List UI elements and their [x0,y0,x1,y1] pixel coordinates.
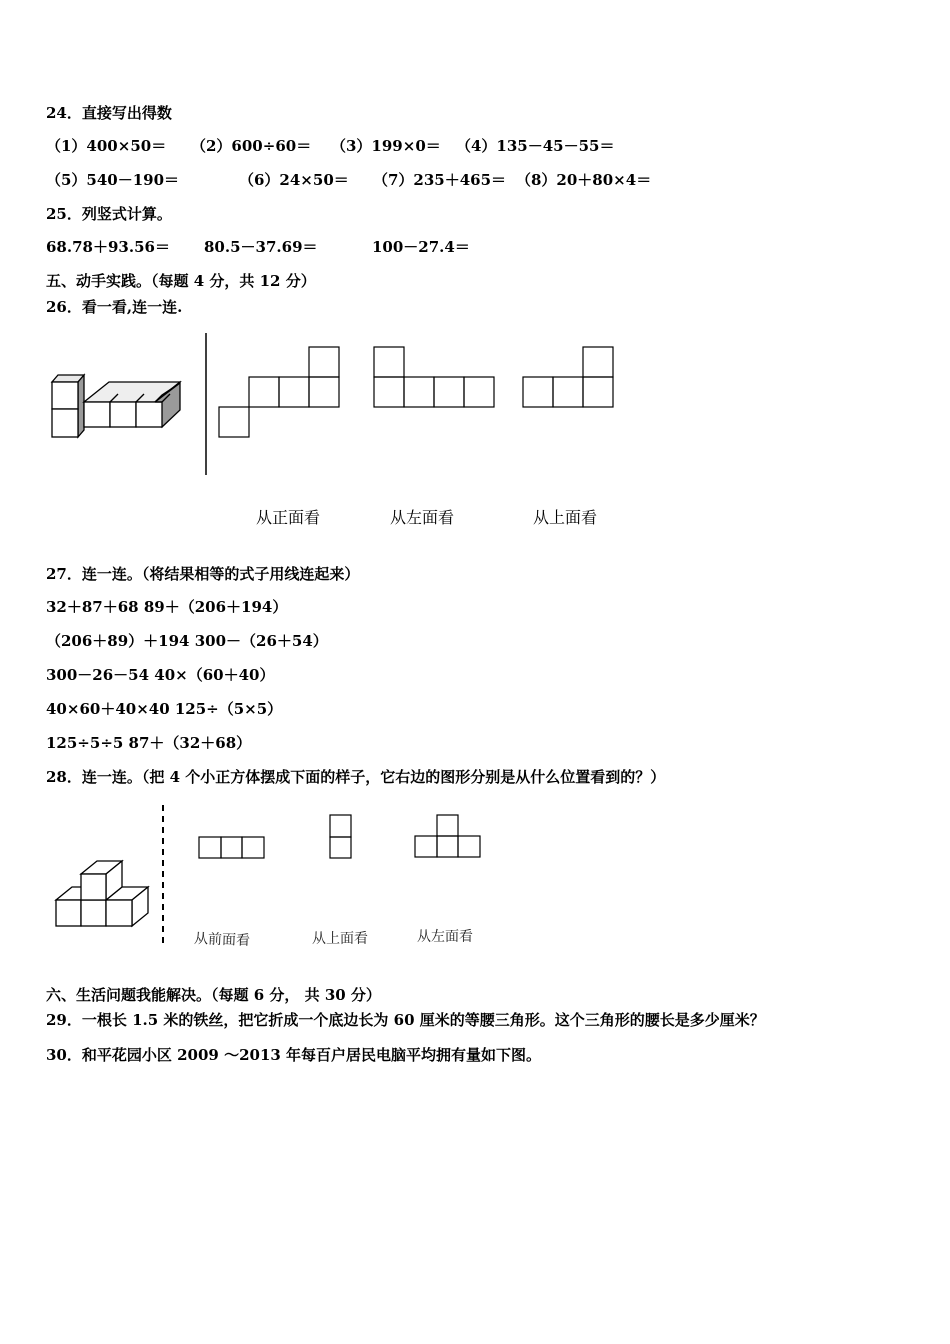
section-6-heading: 六、生活问题我能解决。（每题 6 分， 共 30 分） [46,986,381,1004]
section-5-heading: 五、动手实践。（每题 4 分，共 12 分） [46,272,316,290]
q25-item-3: 100－27.4＝ [372,238,470,256]
q24-item-1: （1）400×50＝ [46,137,167,155]
q24-item-2: （2）600÷60＝ [191,137,312,155]
q27-line-5: 125÷5÷5 87＋（32＋68） [46,734,252,752]
q24-title: 24．直接写出得数 [46,104,172,122]
q26-label-front: 从正面看 [256,508,321,527]
q27-line-4: 40×60＋40×40 125÷（5×5） [46,700,283,718]
q27-line-3: 300－26－54 40×（60＋40） [46,666,275,684]
q26-label-left: 从左面看 [390,508,455,527]
q28-label-front: 从前面看 [193,931,251,949]
q24-item-5: （5）540－190＝ [46,171,180,189]
q25-item-1: 68.78＋93.56＝ [46,238,170,256]
q29-text: 29．一根长 1.5 米的铁丝，把它折成一个底边长为 60 厘米的等腰三角形。这个三角形的腰长是多少厘米？ [46,1011,765,1029]
q24-item-4: （4）135－45－55＝ [456,137,615,155]
q24-item-3: （3）199×0＝ [331,137,441,155]
q24-item-7: （7）235＋465＝ [373,171,507,189]
q28-label-left: 从左面看 [417,929,473,945]
q24-item-6: （6）24×50＝ [239,171,349,189]
q25-title: 25．列竖式计算。 [46,205,172,223]
q26-title: 26．看一看,连一连. [46,298,183,316]
q28-label-top: 从上面看 [312,931,368,947]
q27-line-1: 32＋87＋68 89＋（206＋194） [46,598,288,616]
q30-text: 30．和平花园小区 2009 ～2013 年每百户居民电脑平均拥有量如下图。 [46,1046,542,1064]
q27-title: 27．连一连。（将结果相等的式子用线连起来） [46,565,360,583]
q25-item-2: 80.5－37.69＝ [204,238,318,256]
q24-item-8: （8）20＋80×4＝ [516,171,652,189]
q27-line-2: （206＋89）＋194 300－（26＋54） [46,632,328,650]
q28-title: 28．连一连。（把 4 个小正方体摆成下面的样子，它右边的图形分别是从什么位置看到的？） [46,768,666,786]
q26-label-top: 从上面看 [533,508,598,527]
